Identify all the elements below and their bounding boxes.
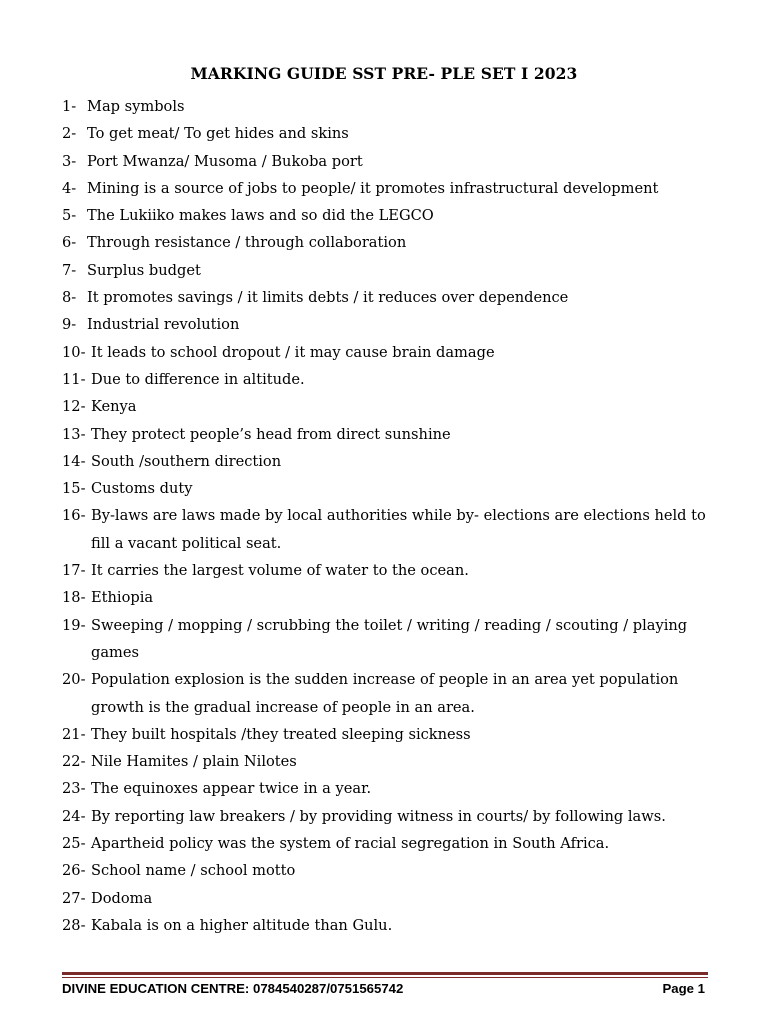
answer-text: The equinoxes appear twice in a year.: [91, 780, 372, 798]
footer-page-number: Page 1: [662, 981, 705, 996]
answer-number: 23-: [62, 780, 86, 798]
answer-text: It leads to school dropout / it may cause brain damage: [91, 343, 495, 361]
answer-number: 13-: [62, 425, 86, 443]
answer-item: [62, 748, 712, 775]
answer-number: 1-: [62, 98, 77, 115]
answer-text: Map symbols: [87, 98, 185, 115]
answer-text: To get meat/ To get hides and skins: [87, 125, 349, 143]
answer-text: Mining is a source of jobs to people/ it promotes infrastructural development: [87, 179, 659, 197]
answer-number: 12-: [62, 398, 86, 416]
answer-number: 25-: [62, 835, 86, 853]
answer-item: [62, 393, 712, 420]
answer-item: [62, 612, 712, 667]
answer-item: [62, 584, 712, 611]
answer-item: [62, 284, 722, 311]
answer-number: 3-: [62, 152, 77, 170]
answer-item: [62, 175, 722, 202]
answer-item: [62, 421, 712, 448]
answer-text: Population explosion is the sudden increase of people in an area yet population growth is the gradual increase of people in an area.: [91, 671, 679, 716]
answer-text: Through resistance / through collaboration: [87, 234, 407, 252]
answer-text: Kenya: [91, 398, 137, 416]
answer-item: [62, 885, 712, 912]
answer-number: 11-: [62, 370, 86, 388]
answer-number: 18-: [62, 589, 86, 607]
answer-number: 14-: [62, 452, 86, 470]
answer-number: 6-: [62, 234, 77, 252]
footer-divider: [62, 972, 708, 975]
footer-divider-thin: [62, 977, 708, 978]
answer-item: [62, 666, 712, 721]
answer-list: [62, 93, 722, 939]
answer-text: By reporting law breakers / by providing witness in courts/ by following laws.: [91, 807, 666, 825]
answer-number: 17-: [62, 562, 86, 580]
answer-item: [62, 339, 712, 366]
page-title: MARKING GUIDE SST PRE- PLE SET I 2023: [190, 64, 578, 83]
answer-item: [62, 120, 722, 147]
answer-text: It promotes savings / it limits debts / it reduces over dependence: [87, 289, 569, 307]
answer-text: They built hospitals /they treated sleeping sickness: [91, 725, 471, 743]
answer-text: Industrial revolution: [87, 316, 240, 334]
answer-number: 10-: [62, 343, 86, 361]
answer-item: [62, 148, 722, 175]
answer-text: Due to difference in altitude.: [91, 370, 305, 388]
answer-item: [62, 557, 712, 584]
answer-item: [62, 721, 712, 748]
answer-text: Surplus budget: [87, 261, 201, 279]
answer-number: 21-: [62, 725, 86, 743]
answer-text: Kabala is on a higher altitude than Gulu.: [91, 916, 393, 934]
answer-item: [62, 93, 722, 120]
footer-centre-contact: DIVINE EDUCATION CENTRE: 0784540287/0751565742: [62, 981, 404, 996]
answer-number: 19-: [62, 616, 86, 634]
answer-item: [62, 775, 712, 802]
answer-number: 5-: [62, 207, 77, 225]
answer-item: [62, 257, 722, 284]
answer-text: Port Mwanza/ Musoma / Bukoba port: [87, 152, 363, 170]
answer-number: 24-: [62, 807, 86, 825]
answer-text: Nile Hamites / plain Nilotes: [91, 753, 297, 771]
answer-text: The Lukiiko makes laws and so did the LEGCO: [87, 207, 434, 225]
answer-item: [62, 448, 712, 475]
answer-item: [62, 475, 712, 502]
answer-text: It carries the largest volume of water to the ocean.: [91, 562, 469, 580]
answer-number: 28-: [62, 916, 86, 934]
answer-text: By-laws are laws made by local authorities while by- elections are elections held to fill a vacant political seat.: [91, 507, 706, 552]
answer-text: Apartheid policy was the system of racial segregation in South Africa.: [91, 835, 610, 853]
answer-item: [62, 803, 712, 830]
answer-number: 16-: [62, 507, 86, 525]
answer-text: School name / school motto: [91, 862, 296, 880]
answer-number: 27-: [62, 889, 86, 907]
answer-item: [62, 311, 722, 338]
answer-number: 2-: [62, 125, 77, 143]
answer-text: They protect people’s head from direct sunshine: [91, 425, 451, 443]
answer-text: Sweeping / mopping / scrubbing the toilet / writing / reading / scouting / playing games: [91, 616, 688, 661]
answer-number: 26-: [62, 862, 86, 880]
answer-text: South /southern direction: [91, 452, 282, 470]
answer-item: [62, 857, 712, 884]
answer-text: Ethiopia: [91, 589, 154, 607]
answer-text: Dodoma: [91, 889, 153, 907]
answer-number: 8-: [62, 289, 77, 307]
answer-item: [62, 912, 712, 939]
answer-number: 9-: [62, 316, 77, 334]
answer-number: 20-: [62, 671, 86, 689]
answer-number: 4-: [62, 179, 77, 197]
answer-item: [62, 830, 712, 857]
answer-item: [62, 229, 722, 256]
answer-number: 15-: [62, 480, 86, 498]
answer-number: 7-: [62, 261, 77, 279]
answer-text: Customs duty: [91, 480, 193, 498]
answer-item: [62, 366, 712, 393]
answer-item: [62, 502, 712, 557]
answer-item: [62, 202, 722, 229]
answer-number: 22-: [62, 753, 86, 771]
